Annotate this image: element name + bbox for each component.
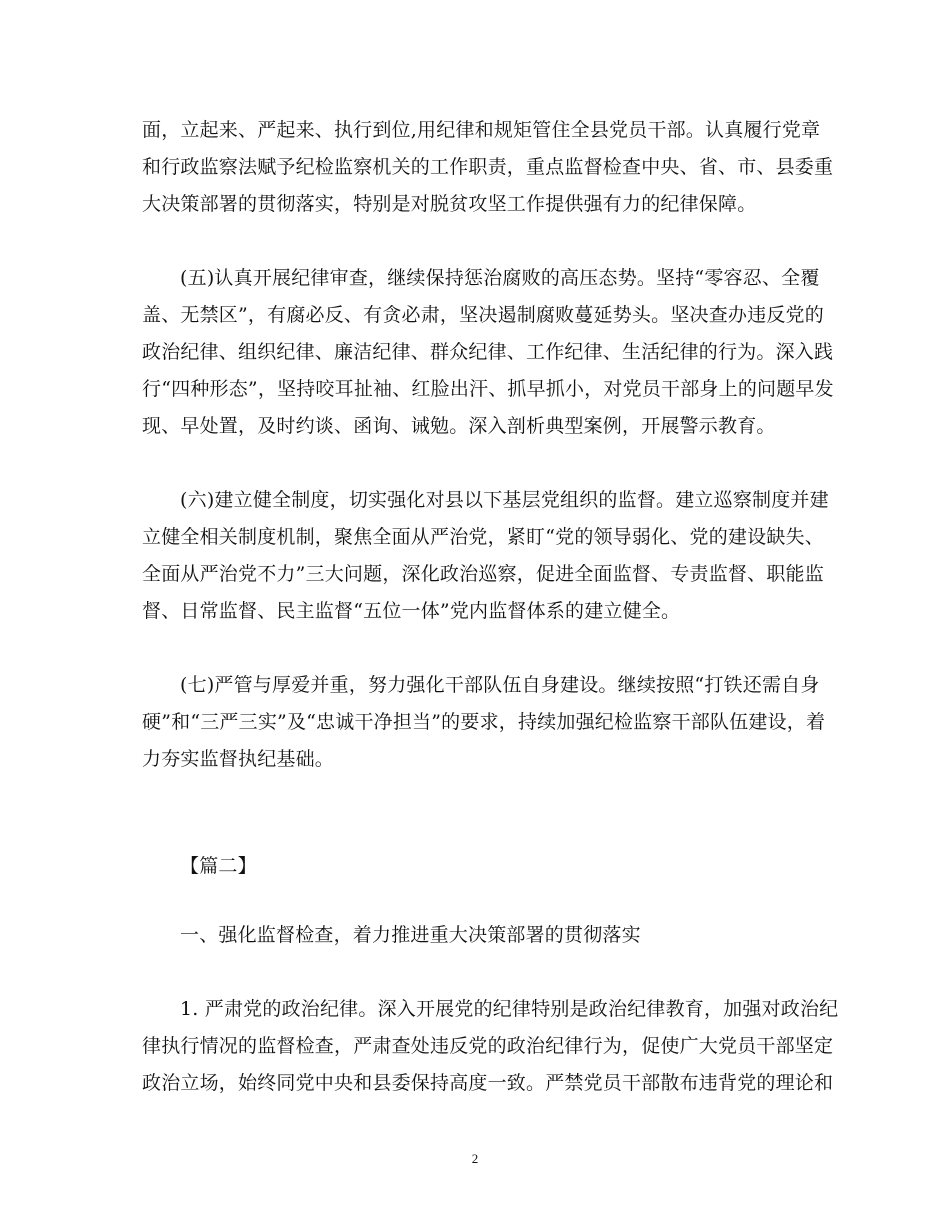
text-line: 政治立场，始终同党中央和县委保持高度一致。严禁党员干部散布违背党的理论和 (142, 1072, 834, 1094)
text-line: 和行政监察法赋予纪检监察机关的工作职责，重点监督检查中央、省、市、县委重 (142, 156, 834, 178)
text-line: 律执行情况的监督检查，严肃查处违反党的政治纪律行为，促使广大党员干部坚定 (142, 1035, 834, 1057)
text-line: 行“四种形态”，坚持咬耳扯袖、红脸出汗、抓早抓小，对党员干部身上的问题早发 (142, 378, 834, 400)
text-line: 政治纪律、组织纪律、廉洁纪律、群众纪律、工作纪律、生活纪律的行为。深入践 (142, 341, 834, 363)
chapter-heading: 一、强化监督检查，着力推进重大决策部署的贯彻落实 (180, 924, 641, 946)
text-line: (七)严管与厚爱并重，努力强化干部队伍自身建设。继续按照“打铁还需自身 (180, 674, 820, 696)
text-line: (六)建立健全制度，切实强化对县以下基层党组织的监督。建立巡察制度并建 (180, 489, 829, 511)
text-line: 硬”和“三严三实”及“忠诚干净担当”的要求，持续加强纪检监察干部队伍建设，着 (142, 711, 826, 733)
text-line: 督、日常监督、民主监督“五位一体”党内监督体系的建立健全。 (142, 600, 681, 622)
page-number: 2 (471, 1151, 479, 1166)
text-line: 力夯实监督执纪基础。 (142, 748, 335, 770)
text-line: (五)认真开展纪律审查，继续保持惩治腐败的高压态势。坚持“零容忍、全覆 (180, 267, 820, 289)
text-line: 面，立起来、严起来、执行到位,用纪律和规矩管住全县党员干部。认真履行党章 (142, 119, 821, 141)
text-line: 立健全相关制度机制，聚焦全面从严治党，紧盯“党的领导弱化、党的建设缺失、 (142, 526, 824, 548)
text-line: 全面从严治党不力”三大问题，深化政治巡察，促进全面监督、专责监督、职能监 (142, 563, 824, 585)
text-line: 盖、无禁区”，有腐必反、有贪必肃，坚决遏制腐败蔓延势头。坚决查办违反党的 (142, 304, 824, 326)
text-line: 大决策部署的贯彻落实，特别是对脱贫攻坚工作提供强有力的纪律保障。 (142, 193, 757, 215)
text-line: 现、早处置，及时约谈、函询、诫勉。深入剖析典型案例，开展警示教育。 (142, 415, 776, 437)
text-line: 1. 严肃党的政治纪律。深入开展党的纪律特别是政治纪律教育，加强对政治纪 (180, 998, 839, 1020)
part-heading: 【篇二】 (180, 855, 257, 877)
